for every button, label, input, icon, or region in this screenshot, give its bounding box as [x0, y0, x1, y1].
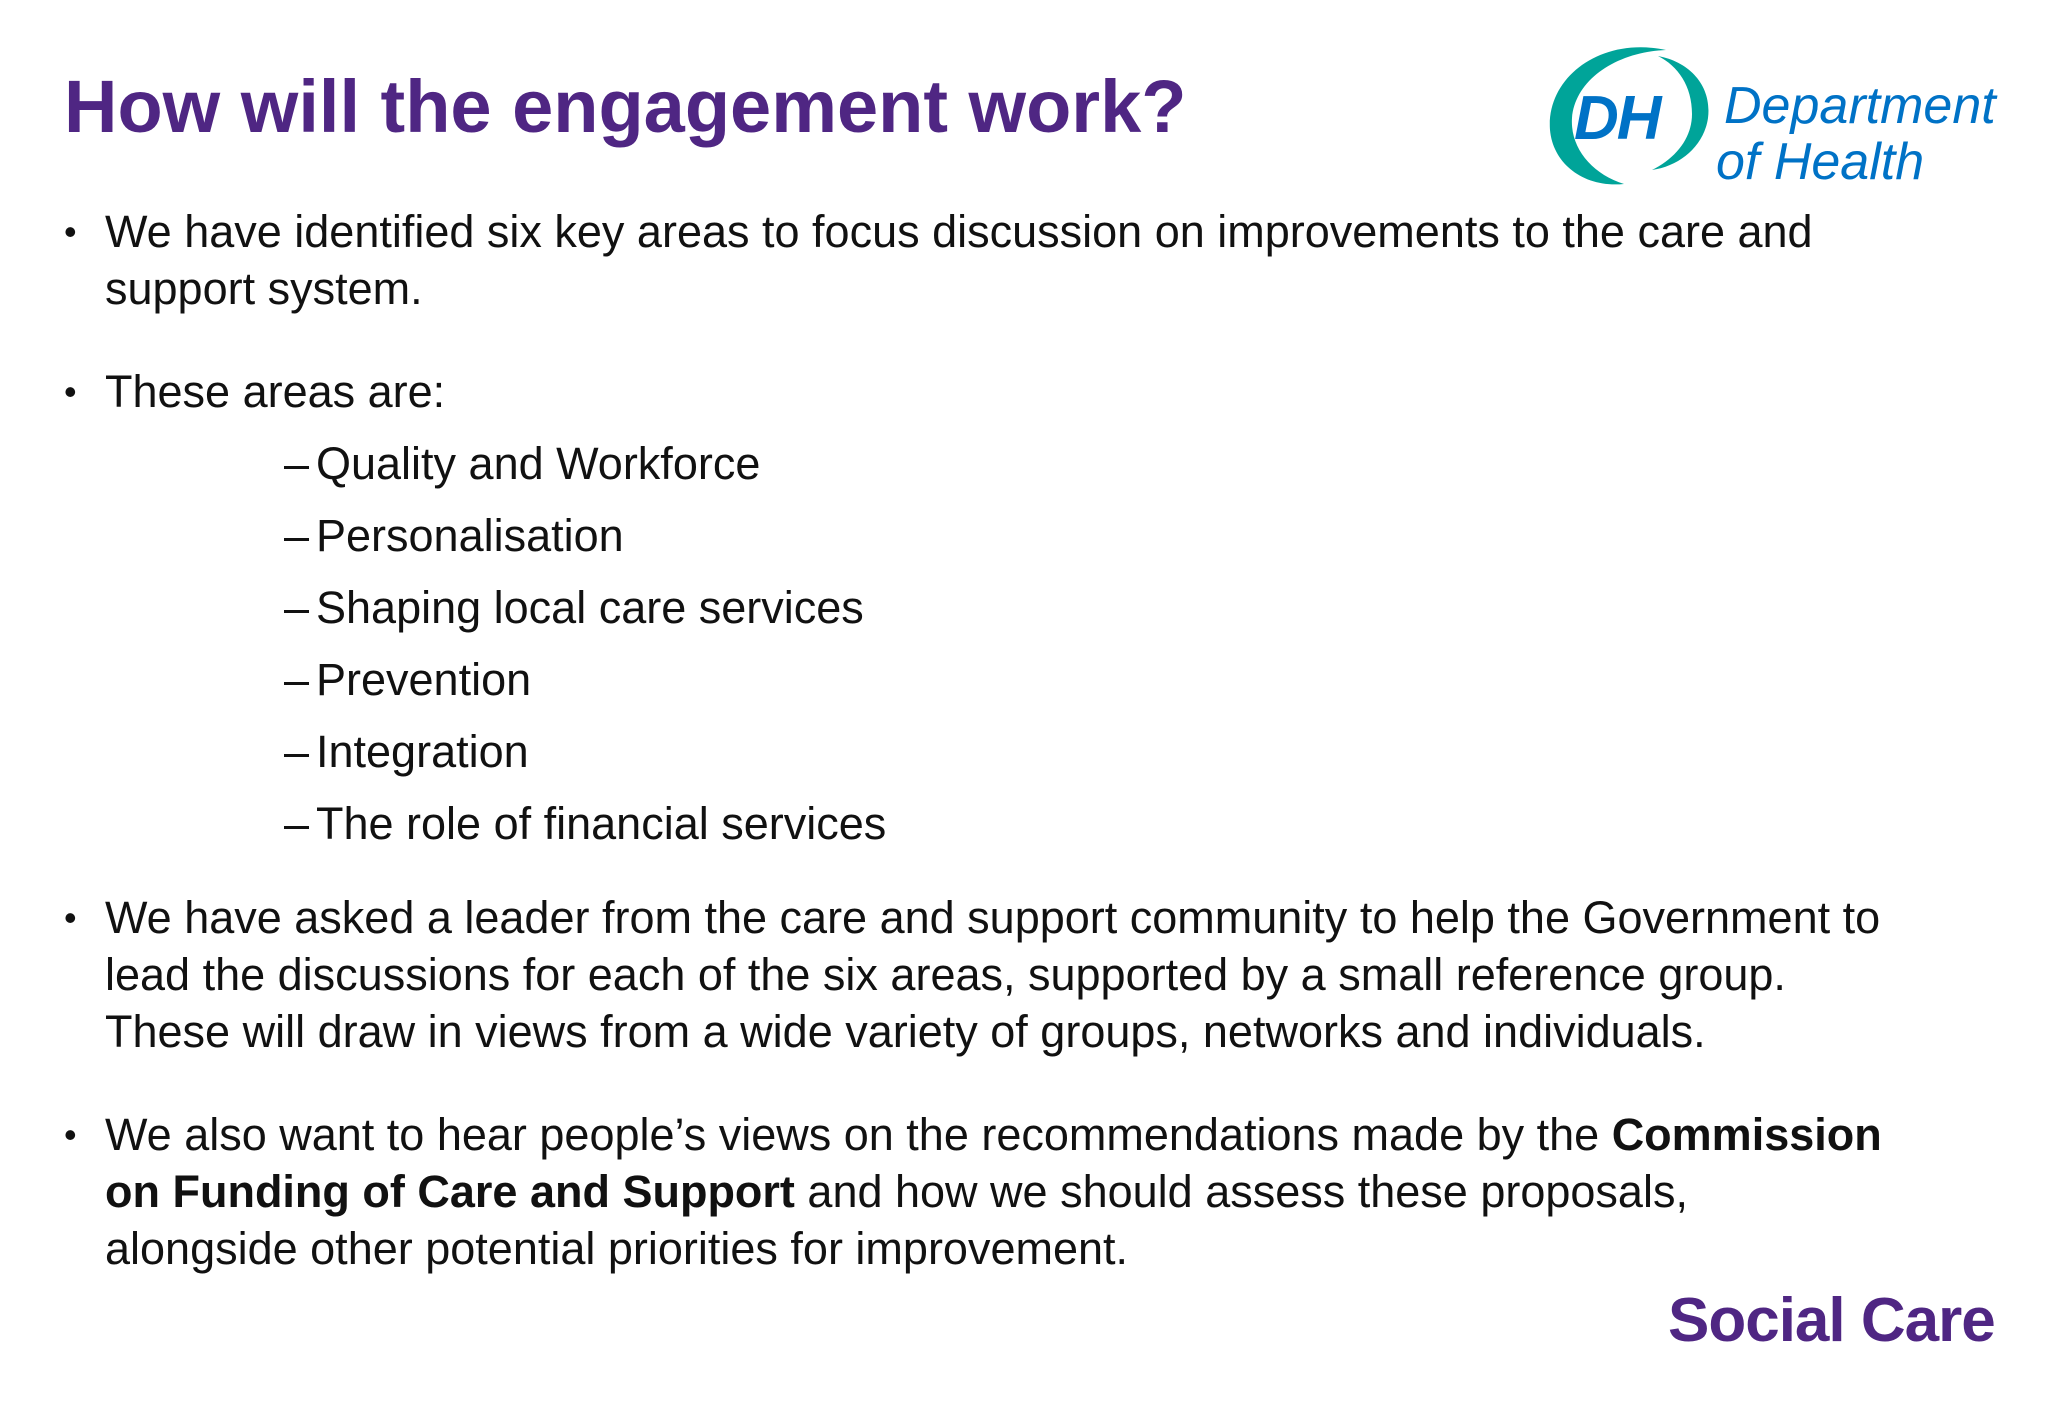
bullet-text: We have identified six key areas to focus discussion on improvements to the care and support system. — [105, 206, 1813, 314]
area-label: The role of financial services — [316, 798, 887, 849]
commission-name: Commission on Funding of Care and Support — [105, 1109, 1882, 1217]
area-item — [64, 507, 1884, 579]
bullet-marker: • — [64, 371, 77, 412]
dash-marker: – — [284, 438, 310, 489]
area-item — [64, 723, 1884, 795]
bullet-marker: • — [64, 211, 77, 252]
dash-marker: – — [284, 510, 310, 561]
bullet-text-part: We also want to hear people’s views on the recommendations made by the — [105, 1109, 1612, 1160]
area-label: Personalisation — [316, 510, 624, 561]
bullet-text: These areas are: — [105, 366, 446, 417]
social-care-brand: Social Care — [1668, 1286, 1995, 1355]
logo-initials: DH — [1574, 84, 1660, 153]
dash-marker: – — [284, 726, 310, 777]
department-of-health-logo — [1540, 42, 2010, 192]
area-item — [64, 795, 1884, 867]
bullet-marker: • — [64, 897, 77, 938]
logo-name — [1716, 78, 1996, 190]
slide-title: How will the engagement work? — [64, 65, 1187, 148]
bullet-item — [64, 889, 1884, 1060]
dash-marker: – — [284, 798, 310, 849]
slide-body — [64, 203, 1884, 1277]
area-item — [64, 579, 1884, 651]
area-label: Integration — [316, 726, 529, 777]
bullet-item — [64, 363, 1884, 420]
area-label: Shaping local care services — [316, 582, 864, 633]
areas-list — [64, 435, 1884, 867]
area-label: Quality and Workforce — [316, 438, 761, 489]
bullet-item — [64, 1106, 1884, 1277]
bullet-item — [64, 203, 1884, 317]
bullet-text: We have asked a leader from the care and support community to help the Government to lead the discussions for each of the six areas, supported by a small reference group. These will draw in views from a wide variety of groups, networks and individuals. — [105, 892, 1881, 1057]
dash-marker: – — [284, 654, 310, 705]
bullet-text-part: and how we should assess these proposals, alongside other potential priorities for improvement. — [105, 1166, 1688, 1274]
area-label: Prevention — [316, 654, 532, 705]
area-item — [64, 435, 1884, 507]
bullet-marker: • — [64, 1114, 77, 1155]
dash-marker: – — [284, 582, 310, 633]
bullet-text — [105, 1106, 1884, 1277]
logo-name-line1: Department — [1724, 77, 1996, 135]
logo-name-line2: of Health — [1716, 133, 1925, 191]
area-item — [64, 651, 1884, 723]
